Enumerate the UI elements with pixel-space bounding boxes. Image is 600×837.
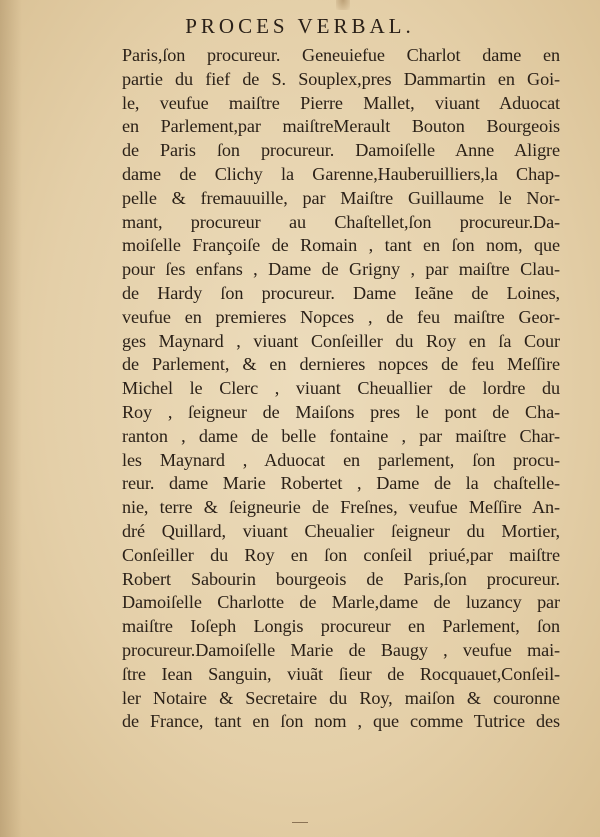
text-line: Paris,ſon procureur. Geneuiefue Charlot dame en (122, 45, 560, 65)
text-line: Roy , ſeigneur de Maiſons pres le pont de Cha- (122, 401, 560, 422)
text-line: en Parlement,par maiſtreMerault Bouton Bourgeois (122, 116, 560, 137)
text-line: pelle & fremauuille, par Maiſtre Guillaume le Nor- (122, 187, 560, 208)
text-line: dré Quillard, viuant Cheualier ſeigneur du Mortier, (122, 520, 560, 541)
text-line: ranton , dame de belle fontaine , par maiſtre Char- (122, 425, 560, 446)
text-line: ſtre Iean Sanguin, viuãt ſieur de Rocquauet,Conſeil- (122, 663, 560, 684)
text-line: veufue en premieres Nopces , de feu maiſtre Geor- (122, 306, 560, 327)
signature-mark (292, 822, 308, 823)
text-line: procureur.Damoiſelle Marie de Baugy , veufue mai- (122, 639, 560, 660)
text-line: mant, procureur au Chaſtellet,ſon procureur.Da- (122, 211, 560, 232)
text-line: de Paris ſon procureur. Damoiſelle Anne Aligre (122, 140, 560, 161)
text-line: pour ſes enfans , Dame de Grigny , par maiſtre Clau- (122, 259, 560, 280)
text-line: partie du fief de S. Souplex,pres Dammartin en Goi- (122, 68, 560, 89)
text-line: ler Notaire & Secretaire du Roy, maiſon & couronne (122, 687, 560, 708)
text-line: ges Maynard , viuant Conſeiller du Roy en ſa Cour (122, 330, 560, 351)
text-line: Robert Sabourin bourgeois de Paris,ſon procureur. (122, 568, 560, 589)
text-line: le, veufue maiſtre Pierre Mallet, viuant Aduocat (122, 92, 560, 113)
text-line: reur. dame Marie Robertet , Dame de la chaſtelle- (122, 473, 560, 494)
text-line: dame de Clichy la Garenne,Hauberuilliers,la Chap- (122, 163, 560, 184)
binding-shadow (0, 0, 22, 837)
text-line: les Maynard , Aduocat en parlement, ſon procu- (122, 449, 560, 470)
body-text (122, 44, 560, 734)
running-title: PROCES VERBAL. (185, 14, 415, 38)
text-line: Conſeiller du Roy en ſon conſeil priué,par maiſtre (122, 544, 560, 565)
text-line: Damoiſelle Charlotte de Marle,dame de luzancy par (122, 592, 560, 613)
text-line: maiſtre Ioſeph Longis procureur en Parlement, ſon (122, 616, 560, 637)
paper-stain (336, 0, 350, 10)
text-line: de France, tant en ſon nom , que comme Tutrice des (122, 711, 560, 732)
text-line: de Parlement, & en dernieres nopces de feu Meſſire (122, 354, 560, 375)
text-line: de Hardy ſon procureur. Dame Ieãne de Loines, (122, 282, 560, 303)
text-line: moiſelle Françoiſe de Romain , tant en ſon nom, que (122, 235, 560, 256)
text-line: nie, terre & ſeigneurie de Freſnes, veufue Meſſire An- (122, 497, 560, 518)
text-line: Michel le Clerc , viuant Cheuallier de lordre du (122, 378, 560, 399)
